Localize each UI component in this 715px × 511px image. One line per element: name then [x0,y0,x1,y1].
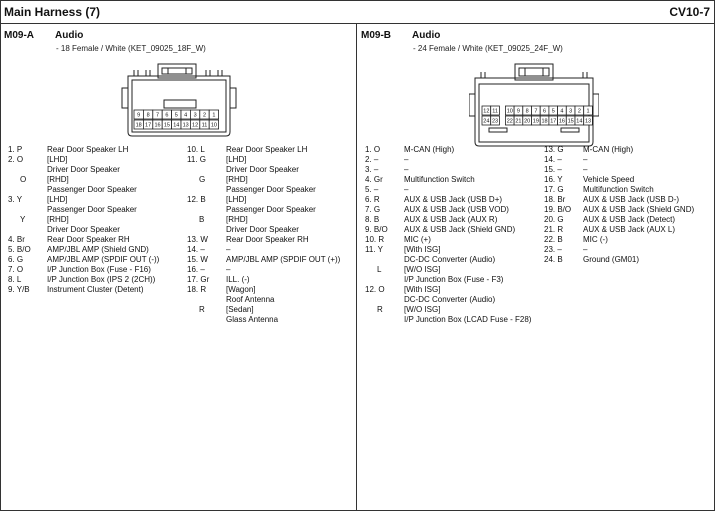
pin-entry [544,205,712,215]
pin-cell-label: 7 [155,112,160,119]
pin-entry [187,215,355,225]
pin-description: AUX & USB Jack (USB VOD) [404,205,509,214]
pin-description: Driver Door Speaker [47,165,120,174]
pin-description: M-CAN (High) [583,145,634,154]
pin-cell-label: 15 [567,118,574,125]
pin-cell-label: 10 [506,108,513,115]
pin-number: 23. – [544,245,562,254]
pin-number: 15. – [544,165,562,174]
pin-entry [8,145,184,155]
pin-description: ILL. (-) [226,275,250,284]
pin-description: Driver Door Speaker [226,225,299,234]
pin-number: 1. O [365,145,381,154]
pin-cell-label: 10 [210,122,217,129]
pin-entry [365,245,545,255]
pin-number: L [377,265,382,274]
pin-number: 24. B [544,255,563,264]
pin-number: 11. G [187,155,206,164]
pin-description: – [404,165,409,174]
pin-description: MIC (-) [583,235,608,244]
pin-entry [187,155,355,165]
pin-entry [365,275,545,285]
pin-entry [8,265,184,275]
pin-number: 11. Y [365,245,383,254]
pin-number: 7. G [365,205,381,214]
pin-entry [187,275,355,285]
pin-entry [8,185,184,195]
pin-cell-label: 12 [483,108,490,115]
pin-description: MIC (+) [404,235,431,244]
pin-number: 21. R [544,225,564,234]
pin-cell-label: 14 [173,122,180,129]
pin-description: I/P Junction Box (Fuse - F3) [404,275,504,284]
pin-entry [544,165,712,175]
pin-description: – [583,155,588,164]
pin-number: 14. – [544,155,562,164]
pin-entry [8,215,184,225]
pin-description: Glass Antenna [226,315,279,324]
pin-description: [W/O ISG] [404,265,441,274]
pin-entry [8,165,184,175]
pin-entry [544,215,712,225]
pin-description: AMP/JBL AMP (Shield GND) [47,245,149,254]
pin-number: 4. Br [8,235,25,244]
pin-list-col1 [8,145,184,295]
pin-cell-label: 7 [534,108,538,115]
pin-description: AUX & USB Jack (AUX R) [404,215,498,224]
pin-entry [8,195,184,205]
pin-description: AUX & USB Jack (Detect) [583,215,676,224]
pin-cell-label: 12 [192,122,199,129]
pin-description: [LHD] [226,155,247,164]
pin-cell-label: 16 [558,118,566,125]
pin-entry [187,235,355,245]
pin-entry [544,145,712,155]
connector-spec: - 24 Female / White (KET_09025_24F_W) [413,44,563,53]
pin-row-top [482,106,592,115]
pin-description: [RHD] [47,215,69,224]
pin-entry [187,305,355,315]
pin-entry [8,175,184,185]
pin-entry [187,255,355,265]
page-header [0,0,715,24]
pin-description: – [404,155,409,164]
pin-description: [LHD] [226,195,247,204]
pin-entry [365,165,545,175]
pin-number: 18. Br [544,195,566,204]
pin-cell-label: 16 [154,122,161,129]
pin-number: 5. B/O [8,245,31,254]
pin-description: Multifunction Switch [404,175,475,184]
pin-cell-label: 14 [576,118,583,125]
pin-description: AUX & USB Jack (USB D+) [404,195,503,204]
pin-entry [365,315,545,325]
pin-description: DC-DC Converter (Audio) [404,255,496,264]
pin-cell-label: 4 [184,112,188,119]
pin-entry [544,155,712,165]
pin-entry [187,265,355,275]
pin-cell-label: 18 [135,122,142,129]
pin-description: – [226,245,231,254]
connector-section-m09b [357,23,713,511]
connector-diagram [469,60,599,150]
pin-number: R [199,305,205,314]
pin-cell-label: 13 [584,118,592,125]
pin-description: Multifunction Switch [583,185,654,194]
pin-description: Driver Door Speaker [226,165,299,174]
pin-number: 9. Y/B [8,285,30,294]
pin-cell-label: 4 [560,108,564,115]
pin-number: Y [20,215,26,224]
pin-cell-label: 8 [525,108,529,115]
pin-entry [365,265,545,275]
pin-number: 3. Y [8,195,23,204]
pin-description: I/P Junction Box (LCAD Fuse - F28) [404,315,532,324]
pin-description: DC-DC Converter (Audio) [404,295,496,304]
pin-number: 15. W [187,255,208,264]
pin-entry [544,175,712,185]
pin-entry [187,175,355,185]
pin-cell-label: 5 [551,108,555,115]
pin-description: Vehicle Speed [583,175,635,184]
pin-number: 17. Gr [187,275,210,284]
pin-description: [RHD] [226,215,248,224]
pin-cell-label: 2 [577,108,581,115]
pin-cell-label: 6 [543,108,547,115]
pin-number: 9. B/O [365,225,388,234]
pin-description: Rear Door Speaker LH [47,145,129,154]
pin-row-bottom [134,120,219,129]
pin-description: I/P Junction Box (IPS 2 (2CH)) [47,275,156,284]
pin-description: Passenger Door Speaker [47,205,137,214]
pin-entry [365,225,545,235]
pin-cell-label: 11 [492,108,498,115]
pin-entry [365,285,545,295]
pin-number: 3. – [365,165,379,174]
pin-description: [W/O ISG] [404,305,441,314]
pin-description: Instrument Cluster (Detent) [47,285,144,294]
pin-number: 13. W [187,235,208,244]
pin-cell-label: 17 [145,122,152,129]
pin-entry [365,175,545,185]
pin-description: [LHD] [47,195,68,204]
pin-entry [187,225,355,235]
pin-entry [187,185,355,195]
pin-entry [187,205,355,215]
page-title: Main Harness (7) [4,5,101,19]
pin-cell-label: 15 [163,122,170,129]
pin-entry [8,235,184,245]
pin-cell-label: 13 [182,122,189,129]
pin-description: – [583,165,588,174]
pin-number: 12. O [365,285,385,294]
pin-entry [365,235,545,245]
page-code: CV10-7 [669,5,710,19]
pin-description: AUX & USB Jack (Shield GND) [583,205,695,214]
pin-description: Passenger Door Speaker [47,185,137,194]
pin-cell-label: 18 [541,118,548,125]
pin-entry [365,145,545,155]
pin-description: Roof Antenna [226,295,275,304]
pin-description: – [404,185,409,194]
pin-number: 8. B [365,215,380,224]
pin-entry [187,165,355,175]
pin-entry [187,295,355,305]
pin-cell-label: 11 [201,122,208,129]
connector-id: M09-B [361,30,392,41]
pin-description: [Sedan] [226,305,254,314]
connector-name: Audio [412,30,441,41]
pin-entry [365,185,545,195]
pin-entry [8,275,184,285]
pin-number: 8. L [8,275,22,284]
pin-row-top [134,110,219,119]
pin-entry [365,195,545,205]
pin-number: O [20,175,27,184]
pin-description: [LHD] [47,155,68,164]
pin-cell-label: 1 [586,108,590,115]
pin-description: M-CAN (High) [404,145,455,154]
pin-list-col1 [365,145,545,325]
pin-entry [544,195,712,205]
pin-cell-label: 23 [491,118,499,125]
pin-entry [365,155,545,165]
pin-number: 4. Gr [365,175,383,184]
pin-number: B [199,215,205,224]
pin-description: AMP/JBL AMP (SPDIF OUT (-)) [47,255,160,264]
pin-entry [187,285,355,295]
pin-number: 13. G [544,145,564,154]
pin-description: AUX & USB Jack (AUX L) [583,225,676,234]
pin-number: 22. B [544,235,563,244]
pin-list-col2 [187,145,355,325]
pin-number: 19. B/O [544,205,572,214]
pin-entry [8,245,184,255]
pin-entry [187,245,355,255]
pin-cell-label: 22 [506,118,513,125]
pin-description: [With ISG] [404,285,441,294]
pin-entry [544,255,712,265]
pin-description: AUX & USB Jack (Shield GND) [404,225,516,234]
pin-description: Rear Door Speaker LH [226,145,308,154]
pin-description: Driver Door Speaker [47,225,120,234]
pin-description: [RHD] [47,175,69,184]
pin-entry [8,225,184,235]
pin-number: 16. – [187,265,205,274]
pin-cell-label: 9 [137,112,141,119]
pin-row-bottom [482,116,592,125]
pin-description: – [226,265,231,274]
pin-entry [365,215,545,225]
pin-entry [365,295,545,305]
pin-entry [187,145,355,155]
pin-description: [With ISG] [404,245,441,254]
pin-cell-label: 9 [516,108,520,115]
pin-cell-label: 21 [515,118,522,125]
pin-entry [544,185,712,195]
pin-cell-label: 5 [174,112,178,119]
connector-spec: - 18 Female / White (KET_09025_18F_W) [56,44,206,53]
pin-cell-label: 17 [550,118,557,125]
pin-description: Rear Door Speaker RH [226,235,309,244]
pin-number: 5. – [365,185,379,194]
pin-description: I/P Junction Box (Fuse - F16) [47,265,151,274]
pin-number: 1. P [8,145,23,154]
pin-entry [365,255,545,265]
pin-description: Passenger Door Speaker [226,185,316,194]
pin-number: 10. L [187,145,205,154]
pin-cell-label: 2 [202,112,207,119]
pin-number: 18. R [187,285,207,294]
pin-number: G [199,175,206,184]
pin-number: 2. – [365,155,379,164]
pin-entry [365,305,545,315]
pin-description: Ground (GM01) [583,255,640,264]
pin-number: 2. O [8,155,24,164]
pin-entry [365,205,545,215]
pin-description: Passenger Door Speaker [226,205,316,214]
pin-cell-label: 1 [212,112,216,119]
pin-number: 16. Y [544,175,563,184]
pin-entry [544,225,712,235]
connector-diagram [120,60,238,138]
pin-description: Rear Door Speaker RH [47,235,130,244]
connector-id: M09-A [4,30,35,41]
pin-cell-label: 19 [532,118,539,125]
pin-number: R [377,305,383,314]
connector-name: Audio [55,30,84,41]
pin-description: AUX & USB Jack (USB D-) [583,195,680,204]
pin-cell-label: 8 [146,112,150,119]
pin-cell-label: 6 [165,112,169,119]
pin-number: 17. G [544,185,564,194]
pin-number: 14. – [187,245,205,254]
pin-description: [RHD] [226,175,248,184]
pin-entry [8,285,184,295]
pin-description: [Wagon] [226,285,256,294]
pin-cell-label: 3 [569,108,573,115]
pin-cell-label: 3 [193,112,197,119]
pin-number: 7. O [8,265,24,274]
pin-cell-label: 24 [483,118,490,125]
pin-description: – [583,245,588,254]
pin-entry [187,315,355,325]
pin-entry [8,205,184,215]
pin-entry [8,155,184,165]
pin-number: 10. R [365,235,385,244]
pin-list-col2 [544,145,712,265]
pin-number: 20. G [544,215,564,224]
pin-entry [8,255,184,265]
pin-number: 6. G [8,255,24,264]
pin-number: 6. R [365,195,380,204]
pin-entry [187,195,355,205]
pin-entry [544,235,712,245]
pin-number: 12. B [187,195,206,204]
pin-cell-label: 20 [524,118,531,125]
pin-entry [544,245,712,255]
pin-description: AMP/JBL AMP (SPDIF OUT (+)) [226,255,341,264]
connector-section-m09a [0,23,356,511]
